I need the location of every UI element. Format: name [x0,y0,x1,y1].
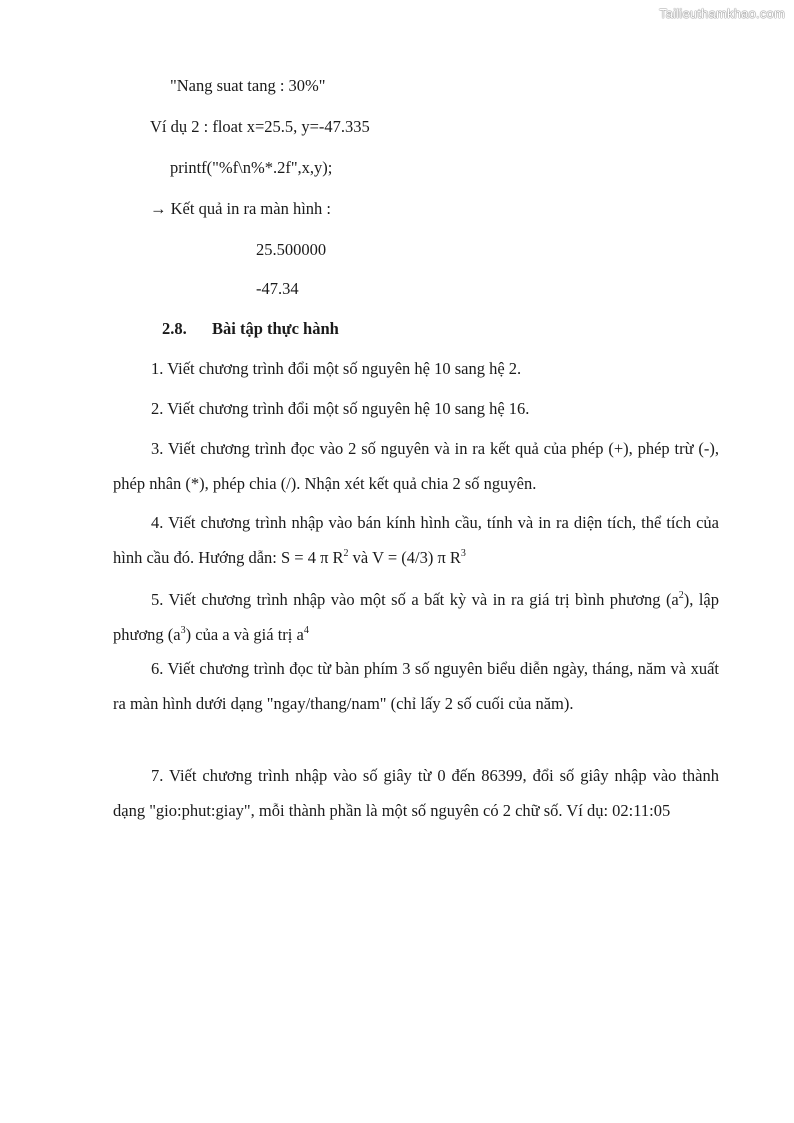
exercise-5-superscript-2: 3 [180,625,186,636]
section-heading [162,319,339,339]
exercise-5-superscript-1: 2 [678,590,684,601]
exercise-4-text: 4. Viết chương trình nhập vào bán kính hình cầu, tính và in ra diện tích, thể tích của hình cầu đó. Hướng dẫn: S = 4 π R [113,513,719,567]
exercise-4 [113,505,719,575]
output-value-2: -47.34 [256,279,299,298]
output-value-1: 25.500000 [256,240,327,259]
example-2-line: Ví dụ 2 : float x=25.5, y=-47.335 [150,117,370,136]
watermark: Tailieuthamkhao.com [659,6,785,21]
quote-line: "Nang suat tang : 30%" [170,76,326,95]
exercise-3: 3. Viết chương trình đọc vào 2 số nguyên và in ra kết quả của phép (+), phép trừ (-), phép nhân (*), phép chia (/). Nhận xét kết quả chia 2 số nguyên. [113,439,719,493]
exercise-7: 7. Viết chương trình nhập vào số giây từ 0 đến 86399, đổi số giây nhập vào thành dạng "gio:phut:giay", mỗi thành phần là một số nguyên có 2 chữ số. Ví dụ: 02:11:05 [113,766,719,820]
exercise-5-part-a: 5. Viết chương trình nhập vào một số a bất kỳ và in ra giá trị bình phương (a [151,590,679,609]
exercise-2: 2. Viết chương trình đổi một số nguyên hệ 10 sang hệ 16. [151,399,530,418]
exercise-5-superscript-3: 4 [303,625,309,636]
printf-line: printf("%f\n%*.2f",x,y); [170,158,333,177]
exercise-5-part-c: ) của a và giá trị a [185,625,304,644]
arrow-icon: → [150,199,167,218]
exercise-1: 1. Viết chương trình đổi một số nguyên hệ 10 sang hệ 2. [151,359,522,378]
exercise-4-superscript-2: 3 [460,548,466,559]
section-number: 2.8. [162,319,187,338]
result-label: Kết quả in ra màn hình : [170,199,332,218]
exercise-4-superscript-1: 2 [343,548,349,559]
exercise-4-mid: và V = (4/3) π R [348,548,461,567]
result-label-line [150,199,331,219]
exercise-5-part-b: ), lập phương (a [113,590,720,644]
section-title: Bài tập thực hành [212,319,339,338]
exercise-6: 6. Viết chương trình đọc từ bàn phím 3 số nguyên biểu diễn ngày, tháng, năm và xuất ra màn hình dưới dạng "ngay/thang/nam" (chỉ lấy 2 số cuối của năm). [113,659,719,713]
exercise-5 [113,582,719,652]
